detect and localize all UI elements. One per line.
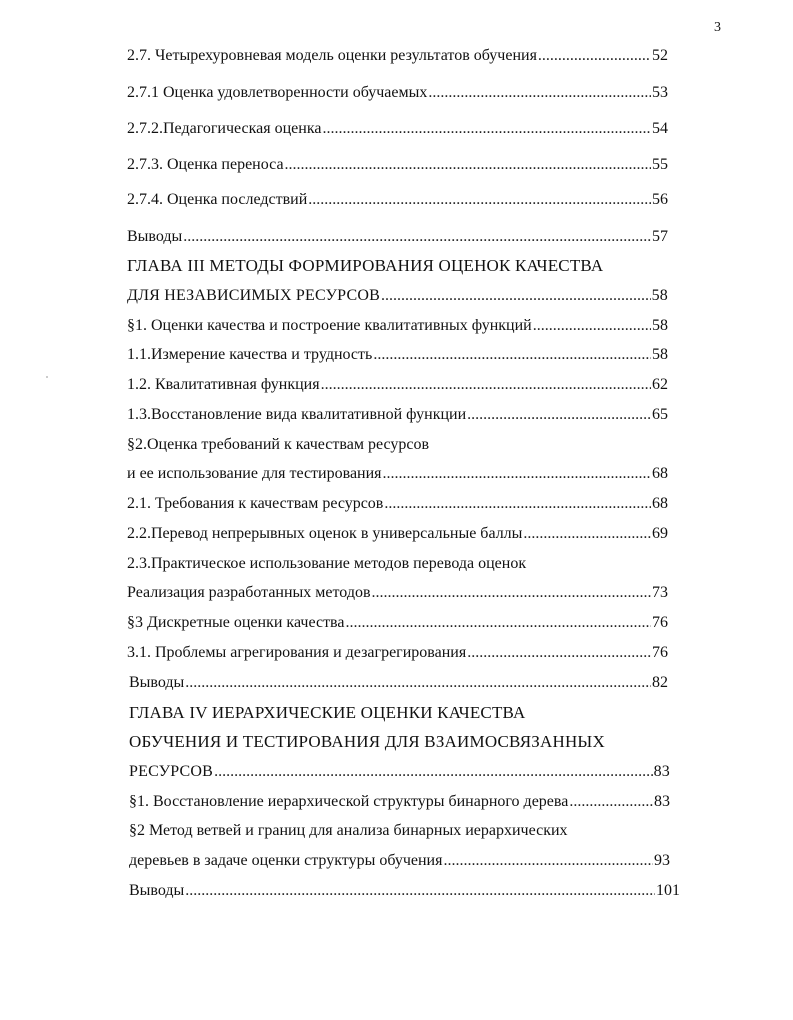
toc-entry xyxy=(127,155,668,177)
chapter-heading: ОБУЧЕНИЯ И ТЕСТИРОВАНИЯ ДЛЯ ВЗАИМОСВЯЗАННЫХ xyxy=(129,732,605,751)
toc-entry-page: 65 xyxy=(652,406,668,423)
toc-entry-title: Выводы xyxy=(129,882,185,899)
toc-entry-page: 55 xyxy=(652,156,668,173)
toc-entry-page: 76 xyxy=(652,644,668,661)
toc-entry-page: 83 xyxy=(653,763,670,780)
scan-speck xyxy=(46,376,48,378)
toc-entry xyxy=(129,851,670,873)
leader-dots xyxy=(373,345,651,365)
toc-entry-page: 54 xyxy=(652,120,668,137)
section-heading: §2.Оценка требований к качествам ресурсов xyxy=(127,436,429,453)
toc-entry-title: деревьев в задаче оценки структуры обучения xyxy=(129,852,443,869)
toc-entry-title: и ее использование для тестирования xyxy=(127,465,382,482)
leader-dots xyxy=(381,286,651,306)
toc-entry-page: 68 xyxy=(652,465,668,482)
toc-entry xyxy=(127,345,668,367)
toc-entry xyxy=(127,190,668,212)
leader-dots xyxy=(185,673,651,693)
toc-entry-title: Реализация разработанных методов xyxy=(127,584,371,601)
leader-dots xyxy=(346,613,652,633)
toc-entry-page: 73 xyxy=(652,584,668,601)
leader-dots xyxy=(569,792,653,812)
toc-entry-page: 53 xyxy=(652,84,668,101)
page-number: 3 xyxy=(714,20,721,35)
toc-entry xyxy=(127,583,668,605)
toc-entry-title: 1.3.Восстановление вида квалитативной функции xyxy=(127,406,467,423)
toc-entry-title: 1.2. Квалитативная функция xyxy=(127,376,320,393)
toc-entry-title: 3.1. Проблемы агрегирования и дезагрегирования xyxy=(127,644,467,661)
leader-dots xyxy=(384,494,651,514)
toc-entry-page: 62 xyxy=(652,376,668,393)
toc-entry xyxy=(127,524,668,546)
toc-entry-page: 58 xyxy=(651,287,668,304)
leader-dots xyxy=(538,46,651,66)
toc-entry-page: 56 xyxy=(652,191,668,208)
section-heading: 2.3.Практическое использование методов перевода оценок xyxy=(127,555,527,572)
toc-entry-title: 2.7.4. Оценка последствий xyxy=(127,191,308,208)
toc-entry-title: ДЛЯ НЕЗАВИСИМЫХ РЕСУРСОВ xyxy=(127,287,380,304)
toc-entry xyxy=(129,673,668,695)
toc-entry xyxy=(127,494,668,516)
toc-entry-title: 2.7.2.Педагогическая оценка xyxy=(127,120,322,137)
toc-entry-title: РЕСУРСОВ xyxy=(129,763,214,780)
toc-entry xyxy=(127,405,668,427)
leader-dots xyxy=(372,583,651,603)
leader-dots xyxy=(322,119,651,139)
toc-entry xyxy=(129,881,680,903)
toc-entry xyxy=(127,286,668,308)
leader-dots xyxy=(467,405,651,425)
toc-entry xyxy=(127,316,668,338)
toc-entry xyxy=(129,792,670,814)
toc-entry-page: 68 xyxy=(652,495,668,512)
toc-entry-page: 101 xyxy=(656,882,680,899)
chapter-heading: ГЛАВА IV ИЕРАРХИЧЕСКИЕ ОЦЕНКИ КАЧЕСТВА xyxy=(129,703,526,722)
toc-entry-page: 52 xyxy=(652,47,668,64)
toc-entry-title: Выводы xyxy=(129,674,185,691)
section-heading: §2 Метод ветвей и границ для анализа бинарных иерархических xyxy=(129,822,568,839)
toc-entry-title: 2.7.1 Оценка удовлетворенности обучаемых xyxy=(127,84,428,101)
toc-entry xyxy=(127,46,668,68)
leader-dots xyxy=(183,227,651,247)
toc-entry xyxy=(127,464,668,486)
toc-entry-page: 69 xyxy=(652,525,668,542)
leader-dots xyxy=(523,524,651,544)
toc-entry-title: §3 Дискретные оценки качества xyxy=(127,614,345,631)
leader-dots xyxy=(321,375,651,395)
toc-entry-page: 58 xyxy=(652,317,668,334)
toc-entry-page: 83 xyxy=(654,793,670,810)
toc-entry-title: 2.7.3. Оценка переноса xyxy=(127,156,284,173)
leader-dots xyxy=(533,316,651,336)
chapter-heading: ГЛАВА III МЕТОДЫ ФОРМИРОВАНИЯ ОЦЕНОК КАЧЕСТВА xyxy=(127,256,604,275)
leader-dots xyxy=(308,190,651,210)
leader-dots xyxy=(185,881,655,901)
leader-dots xyxy=(428,83,651,103)
toc-entry xyxy=(127,83,668,105)
leader-dots xyxy=(285,155,651,175)
toc-entry xyxy=(127,227,668,249)
leader-dots xyxy=(443,851,653,871)
toc-entry xyxy=(127,643,668,665)
toc-entry xyxy=(127,375,668,397)
toc-entry-title: 2.7. Четырехуровневая модель оценки результатов обучения xyxy=(127,47,537,64)
toc-entry xyxy=(129,762,670,784)
toc-entry-page: 82 xyxy=(652,674,668,691)
leader-dots xyxy=(383,464,651,484)
toc-entry xyxy=(127,613,668,635)
toc-entry-title: Выводы xyxy=(127,228,183,245)
toc-entry-title: §1. Оценки качества и построение квалитативных функций xyxy=(127,317,532,334)
toc-entry xyxy=(127,119,668,141)
toc-entry-title: 2.1. Требования к качествам ресурсов xyxy=(127,495,384,512)
toc-entry-page: 58 xyxy=(652,346,668,363)
toc-entry-page: 57 xyxy=(652,228,668,245)
toc-entry-title: 1.1.Измерение качества и трудность xyxy=(127,346,373,363)
toc-entry-page: 76 xyxy=(652,614,668,631)
leader-dots xyxy=(214,762,653,782)
toc-entry-page: 93 xyxy=(654,852,670,869)
leader-dots xyxy=(467,643,651,663)
toc-entry-title: 2.2.Перевод непрерывных оценок в универсальные баллы xyxy=(127,525,523,542)
toc-entry-title: §1. Восстановление иерархической структуры бинарного дерева xyxy=(129,793,569,810)
